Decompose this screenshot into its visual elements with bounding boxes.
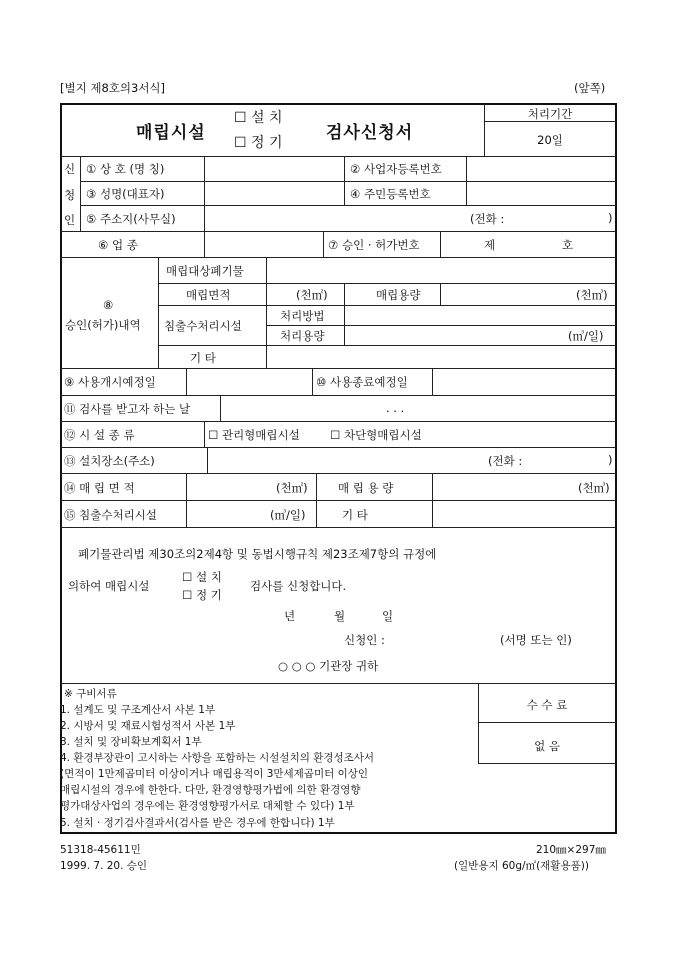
landfill-capacity-unit: (천㎥) [578, 481, 610, 495]
inspection-date-value: . . . [386, 401, 405, 415]
site-address-label: ⑬ 설치장소(주소) [64, 454, 155, 468]
company-name-label: ① 상 호 (명 칭) [86, 162, 165, 176]
processing-period-label: 처리기간 [527, 107, 573, 121]
form-number: [별지 제8호의3서식] [60, 81, 166, 95]
treatment-capacity-label: 처리용량 [280, 329, 325, 343]
title-option-install: ☐ 설 치 [234, 110, 283, 126]
landfill-area-label: ⑭ 매 립 면 적 [64, 481, 135, 495]
statement-line-2-prefix: 의하여 매립시설 [68, 579, 150, 593]
document-item-3: 3. 설치 및 장비확보계획서 1부 [60, 736, 202, 748]
page-side: (앞쪽) [574, 81, 606, 95]
inspection-date-label: ⑪ 검사를 받고자 하는 날 [64, 402, 191, 416]
leachate-facility-row-label: ⑮ 침출수처리시설 [64, 508, 157, 522]
addressee: ○ ○ ○ 기관장 귀하 [278, 659, 379, 673]
representative-label: ③ 성명(대표자) [86, 187, 165, 201]
statement-line-1: 폐기물관리법 제30조의2제4항 및 동법시행규칙 제23조제7항의 규정에 [78, 547, 437, 561]
approved-area-unit: (천㎡) [296, 288, 328, 302]
title-right: 검사신청서 [326, 123, 414, 143]
other-row-label: 기 타 [342, 508, 368, 522]
resident-number-label: ④ 주민등록번호 [350, 187, 431, 201]
paper-size: 210㎜×297㎜ [536, 844, 606, 856]
applicant-side-1: 신 [64, 162, 76, 176]
document-item-4-cont-3: 평가대상사업의 경우에는 환경영향평가서로 대체할 수 있다) 1부 [60, 800, 355, 812]
statement-line-2-suffix: 검사를 신청합니다. [250, 579, 347, 593]
fee-label: 수 수 료 [526, 698, 568, 712]
applicant-side-3: 인 [64, 213, 76, 227]
document-item-4-cont-1: (면적이 1만제곱미터 이상이거나 매립용적이 3만세제곱미터 이상인 [60, 768, 369, 780]
leachate-facility-label: 침출수처리시설 [164, 319, 242, 333]
end-date-label: ⑩ 사용종료예정일 [316, 375, 408, 389]
permit-number-suffix: 호 [562, 238, 574, 252]
site-phone-close: ) [608, 453, 613, 467]
landfill-waste-label: 매립대상폐기물 [166, 264, 244, 278]
leachate-facility-unit: (㎥/일) [270, 508, 306, 522]
permit-number-label: ⑦ 승인 · 허가번호 [328, 238, 420, 252]
approval-number: ⑧ [103, 298, 114, 312]
business-type-label: ⑥ 업 종 [98, 238, 138, 252]
document-item-4-cont-2: 매립시설의 경우에 한한다. 다만, 환경영향평가법에 의한 환경영향 [60, 784, 361, 796]
fee-value: 없 음 [534, 739, 560, 753]
paper-type: (일반용지 60g/㎡(재활용품)) [454, 860, 589, 872]
treatment-method-label: 처리방법 [280, 309, 325, 323]
approved-capacity-label: 매립용량 [376, 288, 421, 302]
approved-capacity-unit: (천㎥) [576, 288, 608, 302]
approval-date: 1999. 7. 20. 승인 [60, 860, 148, 872]
facility-kind-managed: ☐ 관리형매립시설 [208, 428, 300, 442]
permit-number-prefix: 제 [484, 238, 496, 252]
landfill-capacity-label: 매 립 용 량 [338, 481, 394, 495]
treatment-capacity-unit: (㎥/일) [568, 329, 604, 343]
applicant-signature-label: 신청인 : [344, 633, 385, 647]
approval-details-label: 승인(허가)내역 [65, 318, 141, 332]
address-phone-close: ) [608, 211, 613, 225]
date-day: 일 [382, 609, 394, 623]
documents-title: ※ 구비서류 [64, 688, 117, 700]
approved-area-label: 매립면적 [186, 288, 231, 302]
start-date-label: ⑨ 사용개시예정일 [64, 375, 156, 389]
statement-option-periodic: ☐ 정 기 [182, 588, 222, 602]
signature-note: (서명 또는 인) [500, 633, 572, 647]
applicant-side-2: 청 [64, 188, 76, 202]
date-month: 월 [334, 609, 346, 623]
form-code: 51318-45611민 [60, 844, 141, 856]
document-item-4: 4. 환경부장관이 고시하는 사항을 포함하는 시설설치의 환경성조사서 [60, 752, 375, 764]
facility-kind-sealed: ☐ 차단형매립시설 [330, 428, 422, 442]
site-phone-label: (전화 : [488, 454, 523, 468]
document-item-2: 2. 시방서 및 재료시험성적서 사본 1부 [60, 720, 236, 732]
processing-period-value: 20일 [537, 133, 563, 147]
title-left: 매립시설 [136, 123, 206, 143]
document-item-1: 1. 설계도 및 구조계산서 사본 1부 [60, 704, 216, 716]
document-item-5: 5. 설치 · 정기검사결과서(검사를 받은 경우에 한합니다) 1부 [60, 817, 335, 829]
title-option-periodic: ☐ 정 기 [234, 135, 283, 151]
address-phone-label: (전화 : [470, 212, 505, 226]
date-year: 년 [284, 609, 296, 623]
address-label: ⑤ 주소지(사무실) [86, 212, 176, 226]
statement-option-install: ☐ 설 치 [182, 570, 222, 584]
landfill-area-unit: (천㎡) [276, 481, 308, 495]
business-number-label: ② 사업자등록번호 [350, 162, 442, 176]
facility-kind-label: ⑫ 시 설 종 류 [64, 428, 135, 442]
approval-other-label: 기 타 [190, 351, 216, 365]
